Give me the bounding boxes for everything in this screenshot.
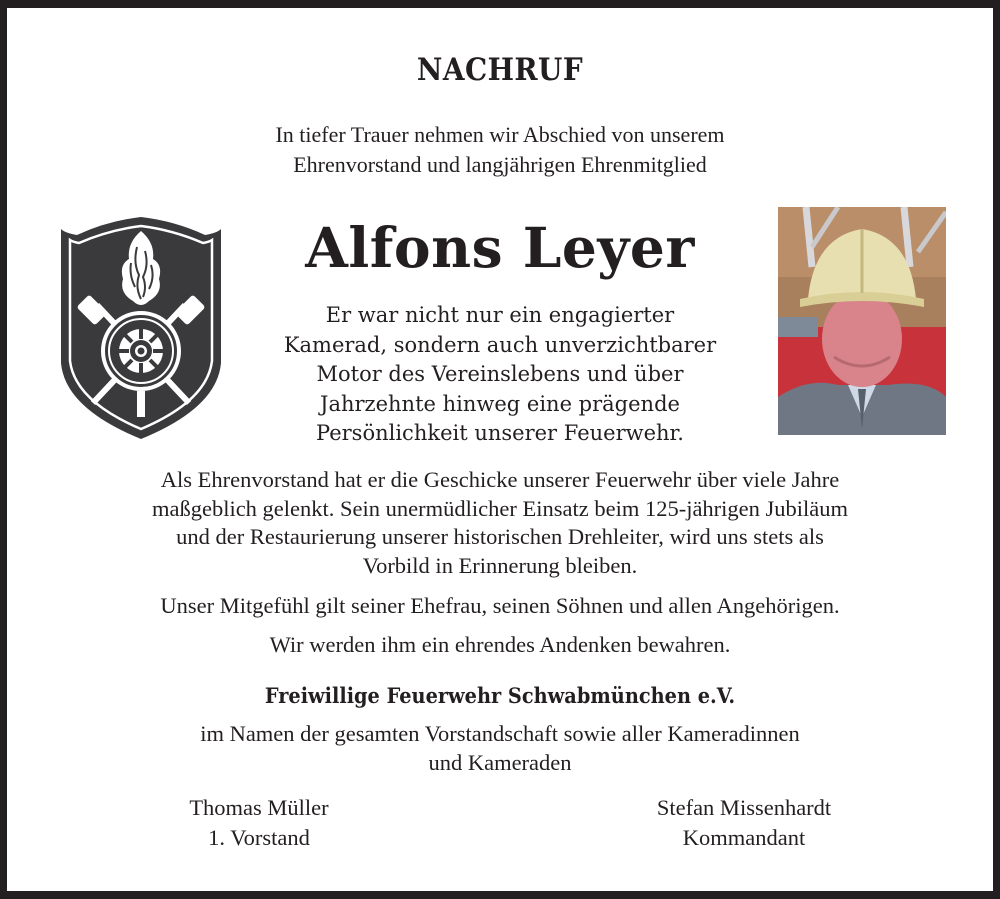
tribute-line: Er war nicht nur ein engagierter <box>325 303 675 327</box>
tribute-line: Persönlichkeit unserer Feuerwehr. <box>316 421 684 445</box>
deceased-name: Alfons Leyer <box>305 215 695 280</box>
on-behalf-text <box>7 719 993 777</box>
condolence-text: Unser Mitgefühl gilt seiner Ehefrau, seinen Söhnen und allen Angehörigen. <box>160 593 840 618</box>
signatory-role: 1. Vorstand <box>208 825 310 850</box>
tribute-line: Motor des Vereinslebens und über <box>316 362 684 386</box>
body-line: Vorbild in Erinnerung bleiben. <box>362 552 638 578</box>
intro-line: Ehrenvorstand und langjährigen Ehrenmitglied <box>293 152 707 177</box>
organization-name: Freiwillige Feuerwehr Schwabmünchen e.V. <box>264 683 736 708</box>
signatory-name: Thomas Müller <box>189 795 329 820</box>
on-behalf-line: im Namen der gesamten Vorstandschaft sowie aller Kameradinnen <box>200 721 800 746</box>
signatory-right <box>614 793 874 853</box>
body-line: maßgeblich gelenkt. Sein unermüdlicher Einsatz beim 125-jährigen Jubiläum <box>151 495 849 521</box>
portrait-photo <box>778 207 946 435</box>
tribute-line: Jahrzehnte hinweg eine prägende <box>320 391 680 416</box>
on-behalf-line: und Kameraden <box>428 750 572 775</box>
intro-line: In tiefer Trauer nehmen wir Abschied von unserem <box>275 122 725 147</box>
signatory-left <box>129 793 389 853</box>
body-line: Als Ehrenvorstand hat er die Geschicke unserer Feuerwehr über viele Jahre <box>160 467 840 492</box>
body-paragraph <box>7 466 993 580</box>
intro-text <box>7 120 993 180</box>
tribute-line: Kamerad, sondern auch unverzichtbarer <box>283 332 717 357</box>
remembrance-text: Wir werden ihm ein ehrendes Andenken bewahren. <box>269 632 731 657</box>
notice-title: NACHRUF <box>416 52 584 88</box>
signatory-role: Kommandant <box>682 825 806 850</box>
fire-brigade-crest-icon <box>57 213 225 443</box>
body-line: und der Restaurierung unserer historischen Drehleiter, wird uns stets als <box>176 524 824 549</box>
tribute-text <box>260 301 740 449</box>
obituary-notice <box>7 8 993 891</box>
signatory-name: Stefan Missenhardt <box>656 795 832 820</box>
